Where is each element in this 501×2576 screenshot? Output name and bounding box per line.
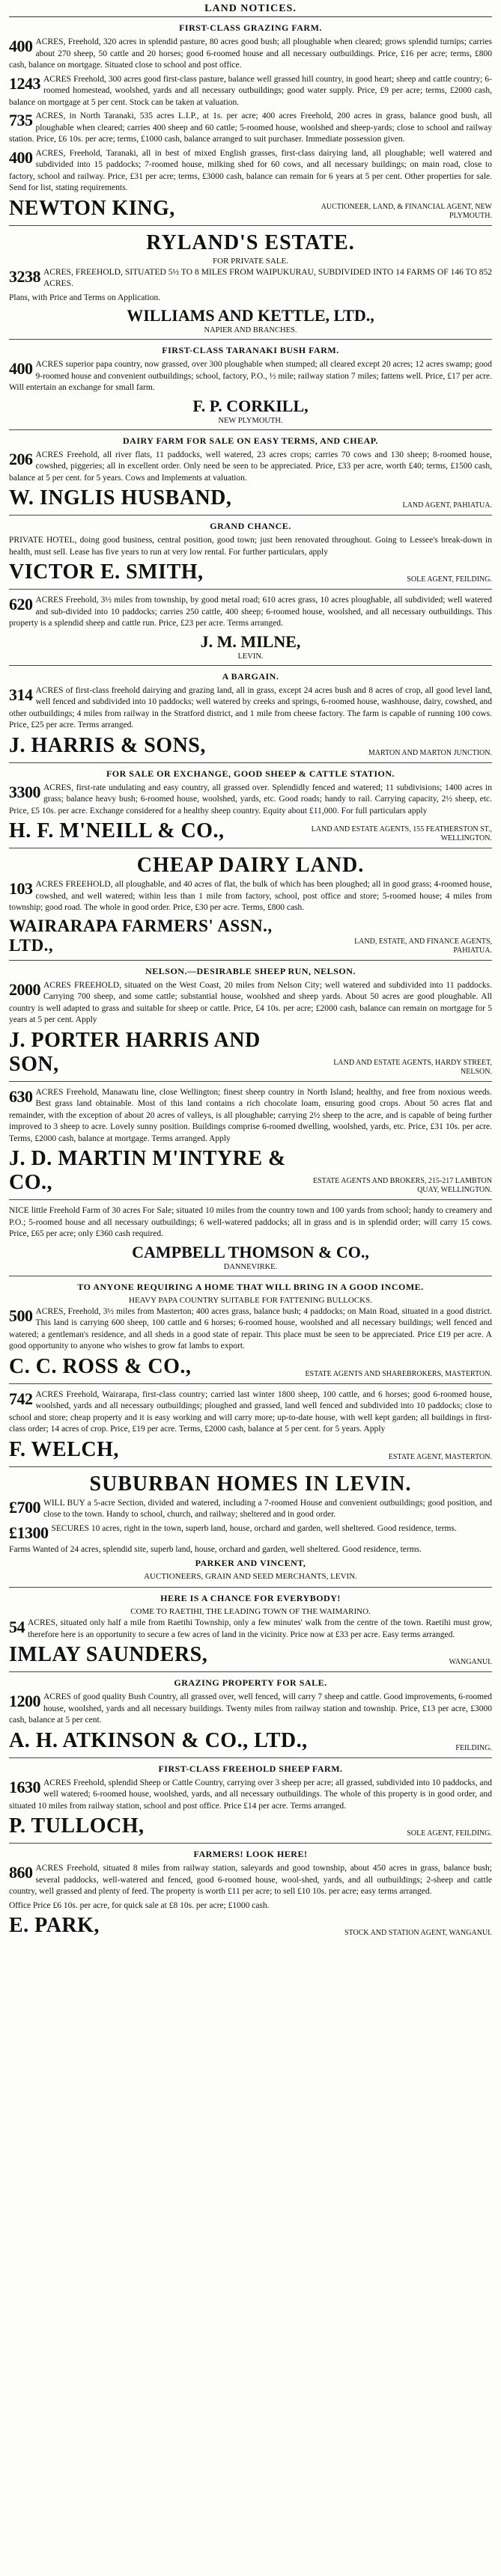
ad-campbell-thomson	[9, 1200, 492, 1276]
agent-name: J. D. MARTIN M'INTYRE & CO.,	[9, 1147, 286, 1194]
ad-corkill	[9, 340, 492, 430]
ad-heading: FARMERS! LOOK HERE!	[193, 1849, 308, 1859]
agent-detail: LAND AGENT, PAHIATUA.	[402, 501, 492, 510]
listing	[9, 1498, 492, 1521]
agent-block	[9, 560, 492, 584]
agent-name: WILLIAMS AND KETTLE, LTD.,	[127, 306, 374, 325]
listing-text: ACRES superior papa country, now grassed, over 300 ploughable when stumped; all cleared except 20 acres; 12 acres swamp; good 9-roomed house and convenient outbuildings; school, factory, P.O., ½ mile; railway station 7 miles; fattens well. Price, £17 per acre. Will entertain an exchange for small farm.	[9, 360, 492, 392]
agent-name: P. TULLOCH,	[9, 1814, 145, 1838]
ad-subheading: FOR PRIVATE SALE.	[213, 256, 288, 266]
acreage: 2000	[9, 979, 40, 999]
listing	[9, 1618, 492, 1641]
listing	[9, 450, 492, 485]
ad-subheading: HEAVY PAPA COUNTRY SUITABLE FOR FATTENING BULLOCKS.	[129, 1295, 372, 1305]
ad-park	[9, 1844, 492, 1942]
listing-text: ACRES Freehold, 300 acres good first-class pasture, balance well grassed hill country, in good heart; sheep and cattle country; 6-roomed homestead, woolshed, yards and all necessary outbuildings; good water supply. Price, £9 per acre; terms, £2000 cash, balance on mortgage at 5 per cent. Stock can be taken at valuation.	[9, 74, 492, 107]
listing-text: ACRES Freehold, splendid Sheep or Cattle Country, carrying over 3 sheep per acre; all grassed, subdivided into 10 paddocks, and well watered; 6-roomed house, woolshed, yards, and all necessary outbuildings. The whole of this property is in good order, and situated 10 miles from railway station, school and post office. Price £14 per acre. Terms arranged.	[9, 1778, 492, 1811]
agent-block	[9, 1643, 492, 1667]
agent-detail: ESTATE AGENTS AND SHAREBROKERS, MASTERTON.	[305, 1369, 492, 1378]
agent-name: H. F. M'NEILL & CO.,	[9, 819, 225, 842]
listing-text: ACRES FREEHOLD, situated on the West Coast, 20 miles from Nelson City; well watered and subdivided into 11 paddocks. Carrying 700 sheep, and some cattle; substantial house, woolshed and sheep yards. About 50 acres are good ploughable. All country is well adapted to grass and suitable for sheep or cattle. Price, £4 10s. per acre; £2000 cash, balance can remain on mortgage for 5 years at 5 per cent. Apply	[9, 980, 492, 1024]
listing	[9, 595, 492, 630]
ad-text: NICE little Freehold Farm of 30 acres For Sale; situated 10 miles from the country town and 100 yards from school; handy to creamery and P.O.; 5-roomed house and all necessary outbuildings; 6 well-watered paddocks; all in grass and is in splendid order; will carry 15 cows. Price, £65 per acre; only £360 cash required.	[9, 1206, 492, 1238]
acreage: 400	[9, 359, 33, 378]
agent-block	[9, 1355, 492, 1379]
masthead: LAND NOTICES.	[9, 0, 492, 17]
acreage: 206	[9, 449, 33, 468]
listing-text: ACRES, Freehold, 3½ miles from Masterton; 400 acres grass, balance bush; 4 paddocks; on Main Road, situated in a good district. This land is carrying 600 sheep, 100 cattle and 6 horses; 6-roomed house, woolshed and all necessary buildings; well fenced and watered; a gentleman's residence, and all sheds in a good state of repair. This place must be seen to be appreciated. Price £19 per acre. A good opportunity to anyone who wishes to grow fat lambs to export.	[9, 1306, 492, 1350]
listing	[9, 148, 492, 195]
listing	[9, 1306, 492, 1353]
acreage: 500	[9, 1306, 33, 1325]
listing	[9, 1523, 492, 1542]
agent-name: J. M. MILNE,	[200, 631, 301, 651]
listing	[9, 267, 492, 290]
ad-heading: FOR SALE OR EXCHANGE, GOOD SHEEP & CATTLE STATION.	[106, 768, 395, 779]
agent-name: WAIRARAPA FARMERS' ASSN., LTD.,	[9, 916, 273, 955]
listing-text: ACRES Freehold, situated 8 miles from railway station, saleyards and good township, about 450 acres in grass, balance bush; several paddocks, well-watered and fenced, good 6-roomed house, wool-shed, yards, and all outbuildings; 2-sheep and cattle country, well grassed and plenty of feed. The property is worth £11 per acre; to sell £10 10s. per acre; easy terms arranged.	[9, 1864, 492, 1896]
agent-detail: WANGANUI.	[449, 1658, 492, 1666]
acreage: 860	[9, 1863, 33, 1882]
agent-name: W. INGLIS HUSBAND,	[9, 486, 232, 510]
acreage: 735	[9, 111, 33, 129]
ad-heading: TO ANYONE REQUIRING A HOME THAT WILL BRING IN A GOOD INCOME.	[77, 1281, 424, 1292]
agent-detail: FEILDING.	[455, 1743, 492, 1752]
agent-detail: LAND AND ESTATE AGENTS, 155 FEATHERSTON ST., WELLINGTON.	[311, 825, 492, 842]
listing	[9, 1692, 492, 1727]
agent-block	[9, 1438, 492, 1462]
agent-name: F. P. CORKILL,	[192, 396, 309, 415]
agent-block	[9, 1914, 492, 1938]
listing	[9, 1863, 492, 1898]
agent-name: IMLAY SAUNDERS,	[9, 1643, 208, 1666]
agent-detail: AUCTIONEERS, GRAIN AND SEED MERCHANTS, LEVIN.	[144, 1572, 357, 1581]
listing-text: ACRES, Freehold, Taranaki, all in best of mixed English grasses, first-class dairying land, all ploughable; well watered and subdivided into 15 paddocks; 7-roomed house, milking shed for 60 cows, and all necessary buildings; on main road, close to factory, school and railway. Price, £31 per acre; terms, £3000 cash, balance can remain for 6 years at 5 per cent. Other properties for sale. Send for list, stating requirements.	[9, 148, 492, 192]
ad-martin-mintyre	[9, 1082, 492, 1201]
agent-detail: LAND AND ESTATE AGENTS, HARDY STREET, NELSON.	[333, 1058, 492, 1076]
ad-cheap-dairy-land	[9, 848, 492, 961]
ad-heading: GRAND CHANCE.	[210, 521, 291, 531]
listing	[9, 685, 492, 732]
listing-text: ACRES, FREEHOLD, SITUATED 5½ TO 8 MILES FROM WAIPUKURAU, SUBDIVIDED INTO 14 FARMS OF 146 TO 852 ACRES.	[43, 267, 492, 288]
ad-heading: FIRST-CLASS TARANAKI BUSH FARM.	[162, 345, 339, 355]
agent-block	[9, 734, 492, 758]
agent-block	[9, 819, 492, 843]
listing-text: ACRES FREEHOLD, all ploughable, and 40 acres of flat, the bulk of which has been ploughed; all in good grass; 4-roomed house, cowshed, and well watered; within less than 1 mile from factory, school, post office and store; 5-roomed house; 4 miles from township; good road. The whole in good order. Price, £30 per acre. Terms, £800 cash.	[9, 880, 492, 912]
acreage: 1630	[9, 1777, 40, 1796]
agent-detail: STOCK AND STATION AGENT, WANGANUI.	[344, 1929, 492, 1937]
listing	[9, 359, 492, 394]
ad-inglis-husband	[9, 430, 492, 516]
agent-name: PARKER AND VINCENT,	[195, 1558, 306, 1568]
listing	[9, 1087, 492, 1145]
ad-harris-sons	[9, 666, 492, 763]
ad-milne	[9, 590, 492, 666]
ad-heading: GRAZING PROPERTY FOR SALE.	[174, 1677, 327, 1688]
ad-subheading: COME TO RAETIHI, THE LEADING TOWN OF THE WAIMARINO.	[130, 1607, 371, 1616]
ad-title: CHEAP DAIRY LAND.	[136, 854, 365, 877]
acreage: 742	[9, 1389, 33, 1408]
listing	[9, 879, 492, 914]
agent-name: NEWTON KING,	[9, 196, 175, 220]
agent-name: J. PORTER HARRIS AND SON,	[9, 1028, 261, 1076]
listing	[9, 783, 492, 818]
listing	[9, 37, 492, 72]
agent-block	[9, 917, 492, 955]
listing-text: ACRES, situated only half a mile from Raetihi Township, only a few minutes' walk from the centre of the town. Raetihi must grow, therefore here is an opportunity to secure a few acres of land in the vicinity. Price now at £33 per acre. Easy terms arranged.	[28, 1618, 492, 1639]
acreage: 103	[9, 879, 33, 898]
acreage: 630	[9, 1086, 33, 1106]
listing-text: Farms Wanted of 24 acres, splendid site, superb land, house, orchard and garden, well sheltered. Good residence, terms.	[9, 1544, 422, 1554]
price: £1300	[9, 1523, 49, 1542]
agent-detail: SOLE AGENT, FEILDING.	[407, 1829, 492, 1838]
acreage: 1243	[9, 73, 40, 93]
agent-block	[9, 1029, 492, 1077]
agent-location: NEW PLYMOUTH.	[218, 416, 283, 425]
agent-detail: SOLE AGENT, FEILDING.	[407, 575, 492, 584]
listing-text: ACRES Freehold, Wairarapa, first-class country; carried last winter 1800 sheep, 100 cattle, and 6 horses; good 6-roomed house, woolshed, yards and all necessary outbuildings; ploughed and grassed, land well fenced and subdivided into 10 paddocks; close to school and store; cheap property and it is easy working and will carry more; up-to-date house, with well kept garden; all buildings in first-class order; 14 acres of crop. Price, £19 per acre. Terms, £2000 cash, balance at 5 per cent. for 5 years. Apply	[9, 1389, 492, 1434]
listing-text: SECURES 10 acres, right in the town, superb land, house, orchard and garden, well sheltered. Good residence, terms.	[51, 1523, 457, 1533]
agent-block	[9, 486, 492, 510]
listing	[9, 1778, 492, 1813]
ad-tulloch	[9, 1758, 492, 1844]
ad-ross	[9, 1276, 492, 1384]
listing	[9, 1389, 492, 1436]
ad-note: Office Price £6 10s. per acre, for quick sale at £8 10s. per acre; £1000 cash.	[9, 1900, 270, 1910]
agent-detail: ESTATE AGENT, MASTERTON.	[388, 1452, 492, 1461]
agent-name: F. WELCH,	[9, 1437, 119, 1461]
listing	[9, 111, 492, 146]
agent-detail: AUCTIONEER, LAND, & FINANCIAL AGENT, NEW PLYMOUTH.	[321, 202, 492, 220]
agent-location: LEVIN.	[237, 652, 264, 661]
agent-name: VICTOR E. SMITH,	[9, 560, 204, 584]
acreage: 620	[9, 595, 33, 614]
ad-text: PRIVATE HOTEL, doing good business, central position, good town; just been renovated throughout. Going to Lessee's break-down in health, must sell. Lease has five years to run at very low rental. For further particulars, apply	[9, 536, 492, 557]
ad-heading: HERE IS A CHANCE FOR EVERYBODY!	[160, 1593, 341, 1603]
price: £700	[9, 1497, 40, 1517]
ad-rylands-estate	[9, 226, 492, 340]
ad-heading: DAIRY FARM FOR SALE ON EASY TERMS, AND CHEAP.	[123, 435, 378, 446]
agent-name: CAMPBELL THOMSON & CO.,	[132, 1242, 369, 1261]
listing	[9, 74, 492, 109]
listing-text: ACRES, in North Taranaki, 535 acres L.I.P., at 1s. per acre; 400 acres Freehold, 200 acres in grass, balance good bush, all ploughable when cleared; carries 400 sheep and 60 cattle; 5-roomed house, woolshed and sheep-yards; close to school and railway station. Price, £6 10s. per acre; terms, £1000 cash, balance arranged to suit purchaser. Immediate possession given.	[9, 111, 492, 144]
agent-detail: LAND, ESTATE, AND FINANCE AGENTS, PAHIATUA.	[354, 937, 492, 955]
ad-atkinson	[9, 1672, 492, 1758]
ad-heading: FIRST-CLASS FREEHOLD SHEEP FARM.	[158, 1763, 343, 1774]
agent-name: J. HARRIS & SONS,	[9, 733, 206, 757]
ad-note: Plans, with Price and Terms on Application.	[9, 293, 161, 302]
listing-text: WILL BUY a 5-acre Section, divided and watered, including a 7-roomed House and convenient outbuildings; good position, and close to the town. Handy to school, church, and railway; sheltered and in good order.	[43, 1498, 492, 1519]
ad-newton-king	[9, 17, 492, 226]
ad-mneill	[9, 763, 492, 849]
acreage: 3300	[9, 782, 40, 801]
ad-victor-smith	[9, 515, 492, 590]
ad-title: RYLAND'S ESTATE.	[146, 230, 355, 254]
ad-welch	[9, 1384, 492, 1467]
agent-name: C. C. ROSS & CO.,	[9, 1354, 192, 1378]
agent-name: A. H. ATKINSON & CO., LTD.,	[9, 1728, 308, 1752]
listing-text: ACRES of good quality Bush Country, all grassed over, well fenced, will carry 7 sheep and cattle. Good improvements, 6-roomed house, woolshed, yards and all necessary buildings. Twenty miles from railway station and township. Price, £13 per acre, £3000 cash, balance at 5 per cent.	[9, 1692, 492, 1725]
agent-detail: MARTON AND MARTON JUNCTION.	[368, 748, 492, 757]
listing	[9, 980, 492, 1027]
ad-imlay-saunders	[9, 1588, 492, 1672]
acreage: 3238	[9, 266, 40, 286]
agent-location: DANNEVIRKE.	[223, 1262, 278, 1271]
listing-text: ACRES, Freehold, 320 acres in splendid pasture, 80 acres good bush; all ploughable when cleared; grows splendid turnips; carries about 270 sheep, 50 cattle and 20 horses; good 6-roomed house and all necessary outbuildings. Price, £16 per acre; terms, £800 cash, balance on mortgage. Situated close to school and post office.	[9, 37, 492, 70]
agent-block	[9, 1814, 492, 1838]
acreage: 54	[9, 1618, 25, 1636]
agent-block	[9, 1147, 492, 1195]
acreage: 314	[9, 685, 33, 704]
ad-title: SUBURBAN HOMES IN LEVIN.	[89, 1472, 412, 1496]
acreage: 400	[9, 37, 33, 55]
ad-heading: FIRST-CLASS GRAZING FARM.	[179, 22, 322, 33]
acreage: 400	[9, 147, 33, 167]
agent-block	[9, 1729, 492, 1753]
agent-location: NAPIER AND BRANCHES.	[204, 326, 297, 334]
listing-text: ACRES of first-class freehold dairying and grazing land, all in grass, except 24 acres bush and 8 acres of crop, all good level land, well fenced and subdivided into 10 paddocks; well watered by creeks and springs, 6-roomed house, washhouse, dairy, cowshed, and other outbuildings; 4 miles from railway in the Stratford district, and 1 mile from cheese factory. The farm is capable of running 100 cows. Price, £25 per acre. Terms arranged.	[9, 685, 492, 729]
ad-heading: NELSON.—DESIRABLE SHEEP RUN, NELSON.	[145, 965, 356, 976]
agent-name: E. PARK,	[9, 1914, 100, 1937]
ad-heading: A BARGAIN.	[222, 670, 279, 682]
listing-text: ACRES Freehold, Manawatu line, close Wellington; finest sheep country in North Island; healthy, and free from noxious weeds. Best grass land obtainable. Most of this land contains a rich chocolate loam, ensuring good crops. About 50 acres flat and remainder, with the exception of about 20 acres of valleys, is all ploughable; carrying 2½ sheep to the acre, and is capable of being further improved to 3 sheep to acre. Lovely sunny position. Buildings comprise 6-roomed dwelling, woolshed, yards, etc. Price, £31 10s. per acre. Terms, £2000 cash, balance at mortgage. Terms arranged. Apply	[9, 1087, 492, 1143]
agent-detail: ESTATE AGENTS AND BROKERS, 215-217 LAMBTON QUAY, WELLINGTON.	[312, 1177, 492, 1194]
acreage: 1200	[9, 1692, 40, 1710]
listing-text: ACRES Freehold, all river flats, 11 paddocks, well watered, 23 acres crops; carries 70 cows and 130 sheep; 8-roomed house, cowshed, piggeries; all in excellent order. Only need be seen to be appreciated. Price, £33 per acre, worth £40; terms, £1500 cash, balance at 5 per cent. for 5 years. Cows and Implements at valuation.	[9, 450, 492, 483]
agent-block	[9, 197, 492, 221]
listing-text: ACRES, first-rate undulating and easy country, all grassed over. Splendidly fenced and watered; 11 subdivisions; 1400 acres in grass; balance heavy bush; 6-roomed house, woolshed, yards, etc. Good roads; handy to rail. Carrying capacity, 2½ sheep, etc. Price, £5 10s. per acre. Exchange considered for a healthy sheep country. Equity about £11,000. For full particulars apply	[9, 783, 492, 816]
ad-porter-harris	[9, 961, 492, 1082]
listing	[9, 1544, 492, 1556]
listing-text: ACRES Freehold, 3½ miles from township, by good metal road; 610 acres grass, 10 acres ploughable, all subdivided; well watered and sub-divided into 10 paddocks; carries 250 cattle, 400 sheep; 6-roomed house, woolshed, and all necessary outbuildings. This property is a splendid sheep and cattle run. Price, £23 per acre. Terms arranged.	[9, 596, 492, 628]
ad-suburban-homes-levin	[9, 1467, 492, 1588]
